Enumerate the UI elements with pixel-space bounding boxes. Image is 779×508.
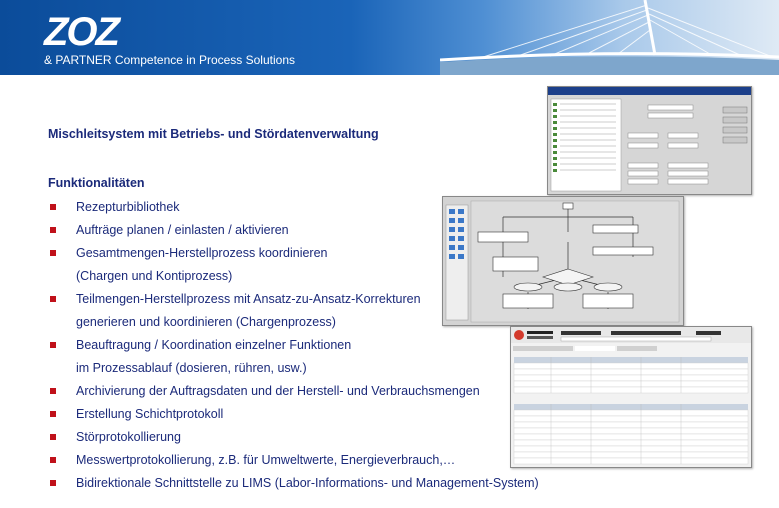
production-table-screenshot [510,326,752,468]
page-title: Mischleitsystem mit Betriebs- und Stördatenverwaltung [48,127,379,141]
list-item: Störprotokollierung [48,426,539,449]
bullet-icon [50,250,56,256]
bullet-icon [50,411,56,417]
flowchart-editor-screenshot [442,196,684,326]
list-item: Teilmengen-Herstellprozess mit Ansatz-zu-Ansatz-Korrekturen generieren und koordinieren (Chargenprozess) [48,288,539,334]
list-item: Erstellung Schichtprotokoll [48,403,539,426]
bullet-icon [50,296,56,302]
section-heading: Funktionalitäten [48,176,145,190]
company-logo: ZOZ [44,10,118,54]
bridge-image [440,0,779,75]
list-item: Bidirektionale Schnittstelle zu LIMS (Labor-Informations- und Management-System) [48,472,539,495]
list-item: Gesamtmengen-Herstellprozess koordinieren (Chargen und Kontiprozess) [48,242,539,288]
list-item: Aufträge planen / einlasten / aktivieren [48,219,539,242]
bullet-icon [50,457,56,463]
bullet-icon [50,480,56,486]
list-item: Archivierung der Auftragsdaten und der Herstell- und Verbrauchsmengen [48,380,539,403]
list-item: Beauftragung / Koordination einzelner Funktionen im Prozessablauf (dosieren, rühren, usw.) [48,334,539,380]
bullet-icon [50,434,56,440]
company-tagline: & PARTNER Competence in Process Solutions [44,53,295,67]
bullet-icon [50,388,56,394]
header-banner [0,0,779,75]
bullet-icon [50,204,56,210]
list-item: Rezepturbibliothek [48,196,539,219]
bullet-icon [50,342,56,348]
order-dialog-screenshot [547,86,752,195]
bullet-icon [50,227,56,233]
list-item: Messwertprotokollierung, z.B. für Umweltwerte, Energieverbrauch,… [48,449,539,472]
